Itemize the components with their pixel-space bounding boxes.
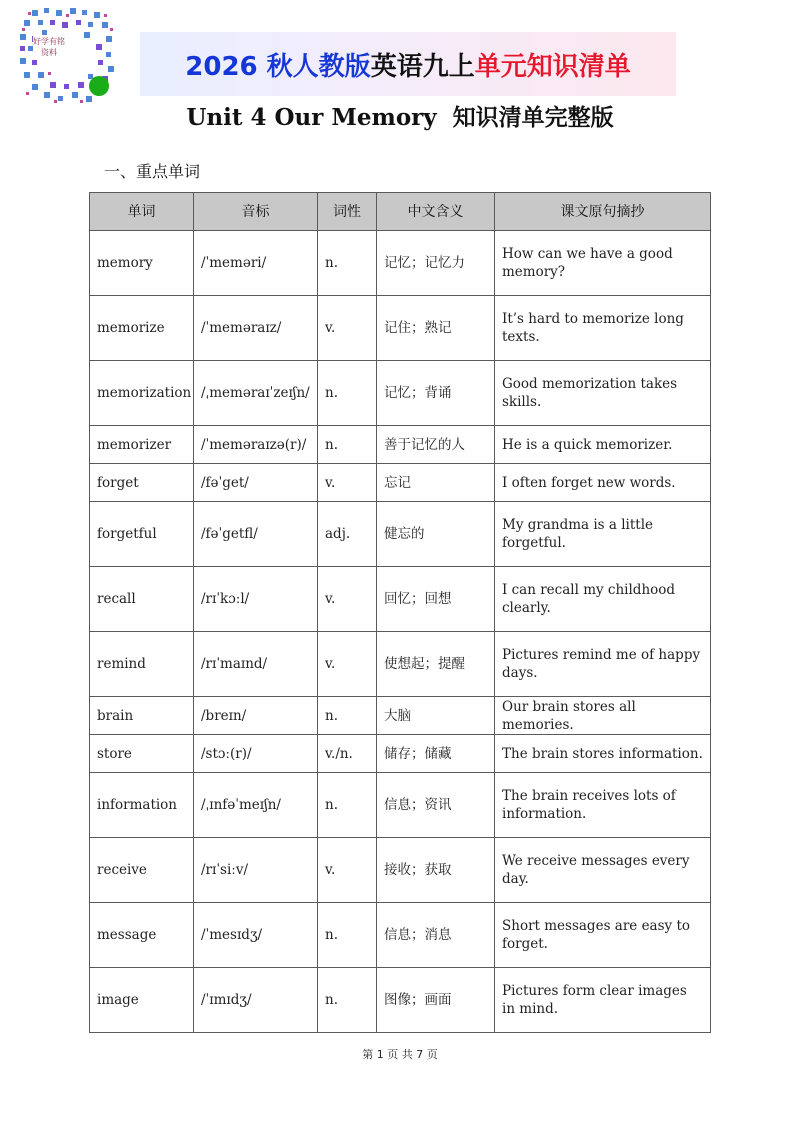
word-cell: memorizer: [90, 426, 194, 464]
meaning-cell: 善于记忆的人: [377, 426, 495, 464]
meaning-cell: 接收；获取: [377, 838, 495, 903]
part-of-speech-cell: n.: [318, 426, 377, 464]
sentence-cell: It’s hard to memorize long texts.: [495, 296, 711, 361]
part-of-speech-cell: n.: [318, 231, 377, 296]
meaning-cell: 储存；储藏: [377, 735, 495, 773]
page-footer: 第 1 页 共 7 页: [362, 1048, 438, 1061]
phonetic-cell: /breɪn/: [194, 697, 318, 735]
table-row: [90, 296, 711, 361]
word-cell: store: [90, 735, 194, 773]
meaning-cell: 健忘的: [377, 502, 495, 567]
table-row: [90, 735, 711, 773]
column-header-word: 单词: [90, 193, 194, 231]
table-row: [90, 838, 711, 903]
meaning-cell: 回忆；回想: [377, 567, 495, 632]
table-header-row: [90, 193, 711, 231]
section-heading: 一、重点单词: [104, 162, 201, 181]
sentence-cell: Good memorization takes skills.: [495, 361, 711, 426]
part-of-speech-cell: v.: [318, 296, 377, 361]
table-row: [90, 968, 711, 1033]
table-row: [90, 231, 711, 296]
word-cell: brain: [90, 697, 194, 735]
meaning-cell: 图像；画面: [377, 968, 495, 1033]
table-row: [90, 426, 711, 464]
phonetic-cell: /fəˈgetfl/: [194, 502, 318, 567]
banner-year-edition: 2026 秋人教版: [185, 51, 371, 82]
meaning-cell: 记忆；记忆力: [377, 231, 495, 296]
phonetic-cell: /rɪˈsiːv/: [194, 838, 318, 903]
table-row: [90, 697, 711, 735]
banner-topic: 单元知识清单: [474, 51, 631, 82]
part-of-speech-cell: v./n.: [318, 735, 377, 773]
word-cell: forget: [90, 464, 194, 502]
word-cell: receive: [90, 838, 194, 903]
part-of-speech-cell: n.: [318, 903, 377, 968]
sentence-cell: Pictures remind me of happy days.: [495, 632, 711, 697]
part-of-speech-cell: v.: [318, 567, 377, 632]
column-header-phonetic: 音标: [194, 193, 318, 231]
word-cell: image: [90, 968, 194, 1033]
word-cell: information: [90, 773, 194, 838]
header-banner: [140, 32, 676, 96]
word-cell: forgetful: [90, 502, 194, 567]
phonetic-cell: /ˈmesɪdʒ/: [194, 903, 318, 968]
part-of-speech-cell: n.: [318, 968, 377, 1033]
meaning-cell: 信息；资讯: [377, 773, 495, 838]
phonetic-cell: /ˌɪnfəˈmeɪʃn/: [194, 773, 318, 838]
sentence-cell: The brain stores information.: [495, 735, 711, 773]
sentence-cell: Pictures form clear images in mind.: [495, 968, 711, 1033]
part-of-speech-cell: n.: [318, 697, 377, 735]
column-header-example-sentence: 课文原句摘抄: [495, 193, 711, 231]
qr-logo-label: 好学有铭资料: [33, 37, 65, 57]
word-cell: memorize: [90, 296, 194, 361]
phonetic-cell: /fəˈget/: [194, 464, 318, 502]
table-row: [90, 632, 711, 697]
word-cell: memory: [90, 231, 194, 296]
banner-subject: 英语九上: [370, 51, 475, 82]
part-of-speech-cell: v.: [318, 838, 377, 903]
table-row: [90, 361, 711, 426]
phonetic-cell: /ˌmeməraɪˈzeɪʃn/: [194, 361, 318, 426]
table-row: [90, 903, 711, 968]
sentence-cell: We receive messages every day.: [495, 838, 711, 903]
word-cell: remind: [90, 632, 194, 697]
phonetic-cell: /stɔː(r)/: [194, 735, 318, 773]
sentence-cell: He is a quick memorizer.: [495, 426, 711, 464]
column-header-chinese-meaning: 中文含义: [377, 193, 495, 231]
phonetic-cell: /rɪˈmaɪnd/: [194, 632, 318, 697]
part-of-speech-cell: n.: [318, 361, 377, 426]
phonetic-cell: /rɪˈkɔːl/: [194, 567, 318, 632]
sentence-cell: Short messages are easy to forget.: [495, 903, 711, 968]
table-row: [90, 502, 711, 567]
column-header-part-of-speech: 词性: [318, 193, 377, 231]
part-of-speech-cell: adj.: [318, 502, 377, 567]
meaning-cell: 大脑: [377, 697, 495, 735]
sentence-cell: Our brain stores all memories.: [495, 697, 711, 735]
word-cell: memorization: [90, 361, 194, 426]
part-of-speech-cell: v.: [318, 632, 377, 697]
sentence-cell: I can recall my childhood clearly.: [495, 567, 711, 632]
mini-program-badge-icon: [89, 76, 109, 96]
meaning-cell: 忘记: [377, 464, 495, 502]
meaning-cell: 记住；熟记: [377, 296, 495, 361]
word-cell: recall: [90, 567, 194, 632]
phonetic-cell: /ˈmeməraɪzə(r)/: [194, 426, 318, 464]
meaning-cell: 记忆；背诵: [377, 361, 495, 426]
table-row: [90, 773, 711, 838]
part-of-speech-cell: v.: [318, 464, 377, 502]
table-row: [90, 567, 711, 632]
sentence-cell: How can we have a good memory?: [495, 231, 711, 296]
document-title: Unit 4 Our Memory 知识清单完整版: [186, 104, 614, 131]
word-cell: message: [90, 903, 194, 968]
vocabulary-table: [89, 192, 711, 1033]
sentence-cell: The brain receives lots of information.: [495, 773, 711, 838]
meaning-cell: 信息；消息: [377, 903, 495, 968]
phonetic-cell: /ˈɪmɪdʒ/: [194, 968, 318, 1033]
meaning-cell: 使想起；提醒: [377, 632, 495, 697]
table-row: [90, 464, 711, 502]
phonetic-cell: /ˈmeməri/: [194, 231, 318, 296]
sentence-cell: I often forget new words.: [495, 464, 711, 502]
phonetic-cell: /ˈmeməraɪz/: [194, 296, 318, 361]
sentence-cell: My grandma is a little forgetful.: [495, 502, 711, 567]
part-of-speech-cell: n.: [318, 773, 377, 838]
